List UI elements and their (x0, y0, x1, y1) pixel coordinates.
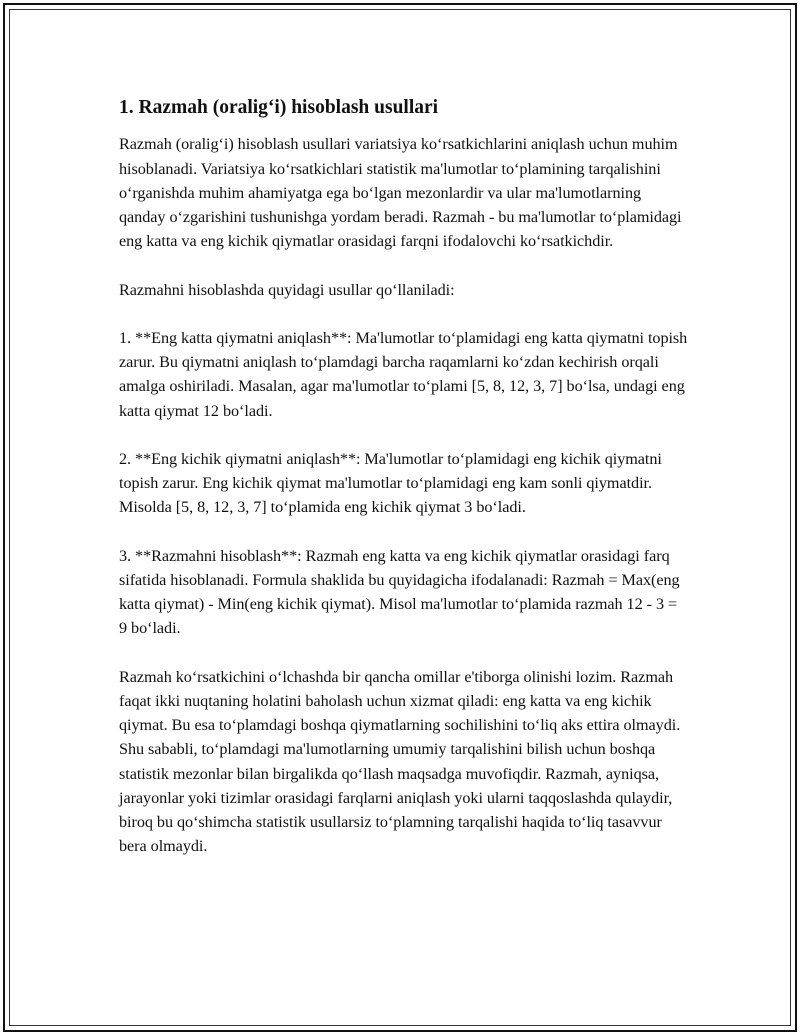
paragraph-step-min: 2. **Eng kichik qiymatni aniqlash**: Ma'lumotlar to‘plamidagi eng kichik qiymatni topish zarur. Eng kichik qiymat ma'lumotlar to‘plamidagi eng kam sonli qiymatdir. Misolda [5, 8, 12, 3, 7] to‘plamida eng kichik qiymat 3 bo‘ladi. (119, 449, 662, 517)
paragraph-methods-lead: Razmahni hisoblashda quyidagi usullar qo‘llaniladi: (119, 280, 455, 299)
paragraph-conclusion: Razmah ko‘rsatkichini o‘lchashda bir qancha omillar e'tiborga olinishi lozim. Razmah faqat ikki nuqtaning holatini baholash uchun xizmat qiladi: eng katta va eng kichik qiymat. Bu esa to‘plamdagi boshqa qiymatlarning sochilishini to‘liq aks ettira olmaydi. Shu sababli, to‘plamdagi ma'lumotlarning umumiy tarqalishini bilish uchun boshqa statistik mezonlar bilan birgalikda qo‘llash maqsadga muvofiqdir. Razmah, ayniqsa, jarayonlar yoki tizimlar orasidagi farqlarni aniqlash yoki ularni taqqoslashda qulaydir, biroq bu qo‘shimcha statistik usullarsiz to‘plamning tarqalishi haqida to‘liq tasavvur bera olmaydi. (119, 667, 681, 856)
document-body (119, 96, 689, 883)
section-title: 1. Razmah (oralig‘i) hisoblash usullari (119, 97, 439, 118)
paragraph-step-range: 3. **Razmahni hisoblash**: Razmah eng katta va eng kichik qiymatlar orasidagi farq sifatida hisoblanadi. Formula shaklida bu quyidagicha ifodalanadi: Razmah = Max(eng katta qiymat) - Min(eng kichik qiymat). Misol ma'lumotlar to‘plamida razmah 12 - 3 = 9 bo‘ladi. (119, 546, 680, 638)
paragraph-intro: Razmah (oralig‘i) hisoblash usullari variatsiya ko‘rsatkichlarini aniqlash uchun muhim hisoblanadi. Variatsiya ko‘rsatkichlari statistik ma'lumotlar to‘plamining tarqalishini o‘rganishda muhim ahamiyatga ega bo‘lgan mezonlardir va ular ma'lumotlarning qanday o‘zgarishini tushunishga yordam beradi. Razmah - bu ma'lumotlar to‘plamidagi eng katta va eng kichik qiymatlar orasidagi farqni ifodalovchi ko‘rsatkichdir. (119, 135, 682, 251)
paragraph-step-max: 1. **Eng katta qiymatni aniqlash**: Ma'lumotlar to‘plamidagi eng katta qiymatni topish zarur. Bu qiymatni aniqlash to‘plamdagi barcha raqamlarni ko‘zdan kechirish orqali amalga oshiriladi. Masalan, agar ma'lumotlar to‘plami [5, 8, 12, 3, 7] bo‘lsa, undagi eng katta qiymat 12 bo‘ladi. (119, 328, 688, 420)
page-frame (3, 3, 797, 1032)
